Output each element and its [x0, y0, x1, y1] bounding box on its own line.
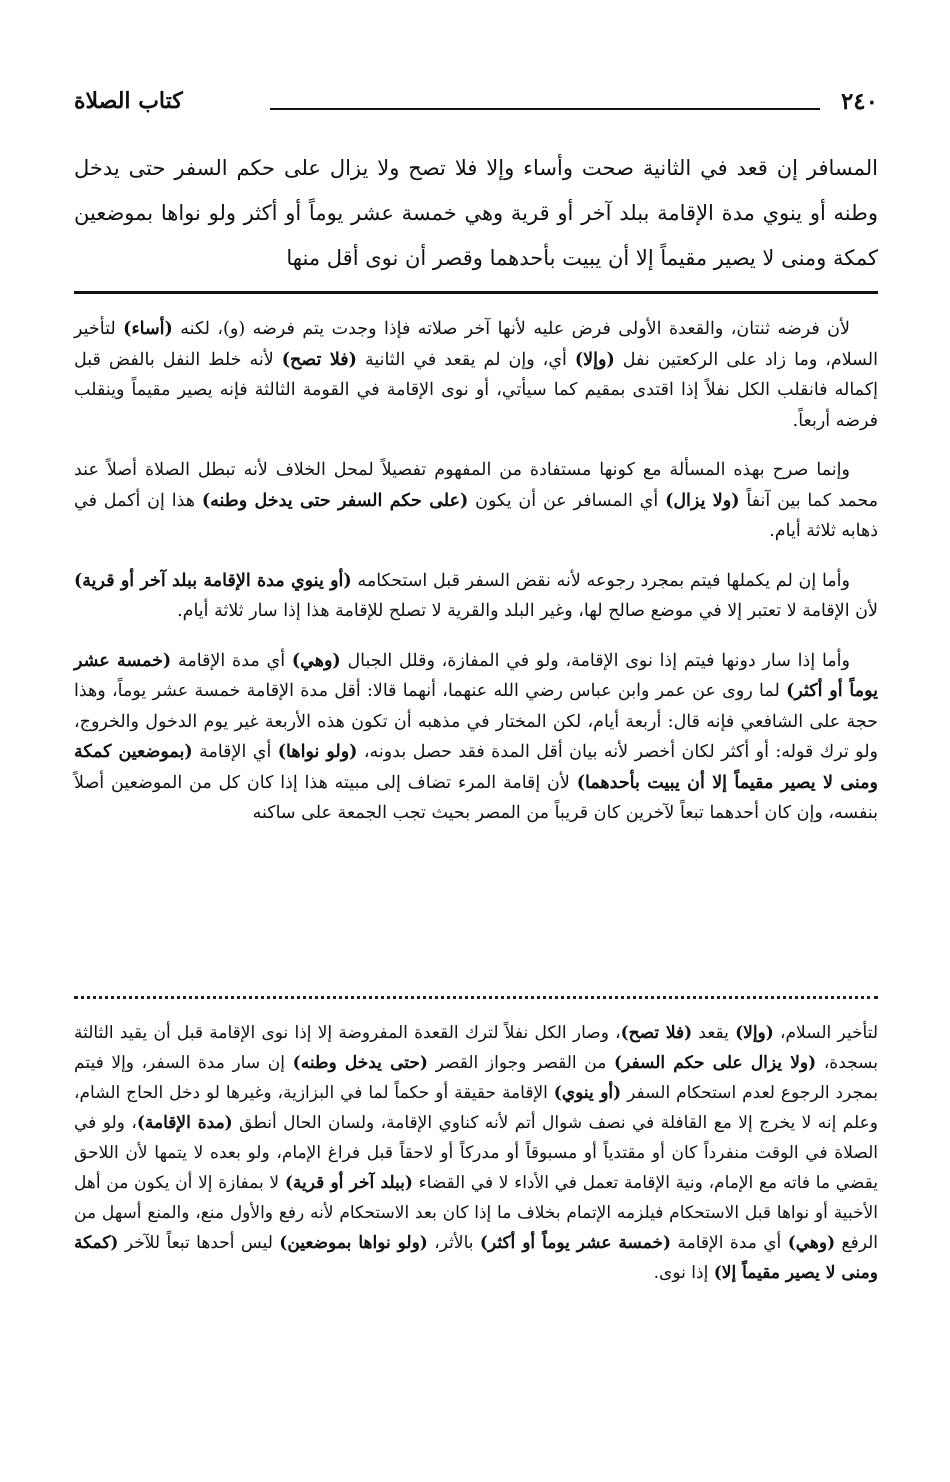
commentary-paragraph-1: لأن فرضه ثنتان، والقعدة الأولى فرض عليه لأنها آخر صلاته فإذا وجدت يتم فرضه (و)، لكنه (أساء) لتأخير السلام، وما زاد على الركعتين نفل (وإلا) أي، وإن لم يقعد في الثانية (فلا تصح) لأنه خلط النفل بالفض قبل إكماله فانقلب الكل نفلاً إذا اقتدى بمقيم كما سيأتي، أو نوى الإقامة في القومة الثالثة فإنه يصير مقيماً وينقلب فرضه أربعاً. — [74, 319, 878, 431]
running-title: كتاب الصلاة — [74, 88, 183, 114]
commentary-paragraph-4: وأما إذا سار دونها فيتم إذا نوى الإقامة، ولو في المفازة، وقلل الجبال (وهي) أي مدة الإقامة (خمسة عشر يوماً أو أكثر) لما روى عن عمر وابن عباس رضي الله عنهما، أنهما قالا: أقل مدة الإقامة خمسة عشر يوماً، وهذا حجة على الشافعي فإنه قال: أربعة أيام، لكن المختار في مذهبه أن تكون هذه الأربعة غير يوم الدخول والخروج، ولو ترك قوله: أو أكثر لكان أخصر لأنه بيان أقل المدة فقد حصل بدونه، (ولو نواها) أي الإقامة (بموضعين كمكة ومنى لا يصير مقيماً إلا أن يبيت بأحدهما) لأن إقامة المرء تضاف إلى مبيته هذا إذا كان كل من الموضعين أصلاً بنفسه، وإن كان أحدهما تبعاً لآخرين كان قريباً من المصر بحيث تجب الجمعة على ساكنه — [74, 650, 879, 823]
dotted-separator — [74, 996, 878, 999]
main-text-paragraph: المسافر إن قعد في الثانية صحت وأساء وإلا فلا تصح ولا يزال على حكم السفر حتى يدخل وطنه أو ينوي مدة الإقامة ببلد آخر أو قرية وهي خمسة عشر يوماً أو أكثر ولو نواها بموضعين كمكة ومنى لا يصير مقيماً إلا أن يبيت بأحدهما وقصر أن نوى أقل منها — [74, 156, 878, 270]
page-number: ٢٤٠ — [840, 88, 878, 115]
commentary-upper — [74, 314, 878, 848]
main-text — [74, 146, 878, 281]
commentary-paragraph-3: وأما إن لم يكملها فيتم بمجرد رجوعه لأنه نقض السفر قبل استحكامه (أو ينوي مدة الإقامة ببلد آخر أو قرية) لأن الإقامة لا تعتبر إلا في موضع صالح لها، وغير البلد والقرية لا تصلح للإقامة هذا إذا سار ثلاثة أيام. — [74, 570, 878, 621]
header-rule — [270, 108, 820, 110]
page-header — [74, 88, 878, 122]
lower-commentary-paragraph: لتأخير السلام، (وإلا) يقعد (فلا تصح)، وصار الكل نفلاً لترك القعدة المفروضة إلا إذا نوى الإقامة قبل أن يقيد الثالثة بسجدة، (ولا يزال على حكم السفر) من القصر وجواز القصر (حتى يدخل وطنه) إن سار مدة السفر، وإلا فيتم بمجرد الرجوع لعدم استحكام السفر (أو ينوي) الإقامة حقيقة أو حكماً لما في البزازية، وغيرها لو دخل الحاج الشام، وعلم إنه لا يخرج إلا مع القافلة في نصف شوال أتم لأنه كناوي الإقامة، ولسان الحال أنطق (مدة الإقامة)، ولو في الصلاة في الوقت منفرداً كان أو مقتدياً أو مسبوقاً أو مدركاً أو لاحقاً قبل فراغ الإمام، ولو بعده لا يتمها لأن اللاحق يقضي ما فاته مع الإمام، ونية الإقامة تعمل في الأداء لا في القضاء (ببلد آخر أو قرية) لا بمفازة إلا أن يكون من أهل الأخبية أو نواها قبل الاستحكام فيلزمه الإتمام بخلاف ما إذا كان بعد الاستحكام لأنه رفع والأول منع، والمنع أسهل من الرفع (وهي) أي مدة الإقامة (خمسة عشر يوماً أو أكثر) بالأثر، (ولو نواها بموضعين) ليس أحدها تبعاً للآخر (كمكة ومنى لا يصير مقيماً إلا) إذا نوى. — [74, 1023, 879, 1283]
commentary-paragraph-2: وإنما صرح بهذه المسألة مع كونها مستفادة من المفهوم تفصيلاً لمحل الخلاف لأنه تبطل الصلاة أصلاً عند محمد كما بين آنفاً (ولا يزال) أي المسافر عن أن يكون (على حكم السفر حتى يدخل وطنه) هذا إن أكمل في ذهابه ثلاثة أيام. — [74, 460, 878, 541]
main-text-separator — [74, 291, 878, 294]
commentary-lower — [74, 1018, 878, 1288]
